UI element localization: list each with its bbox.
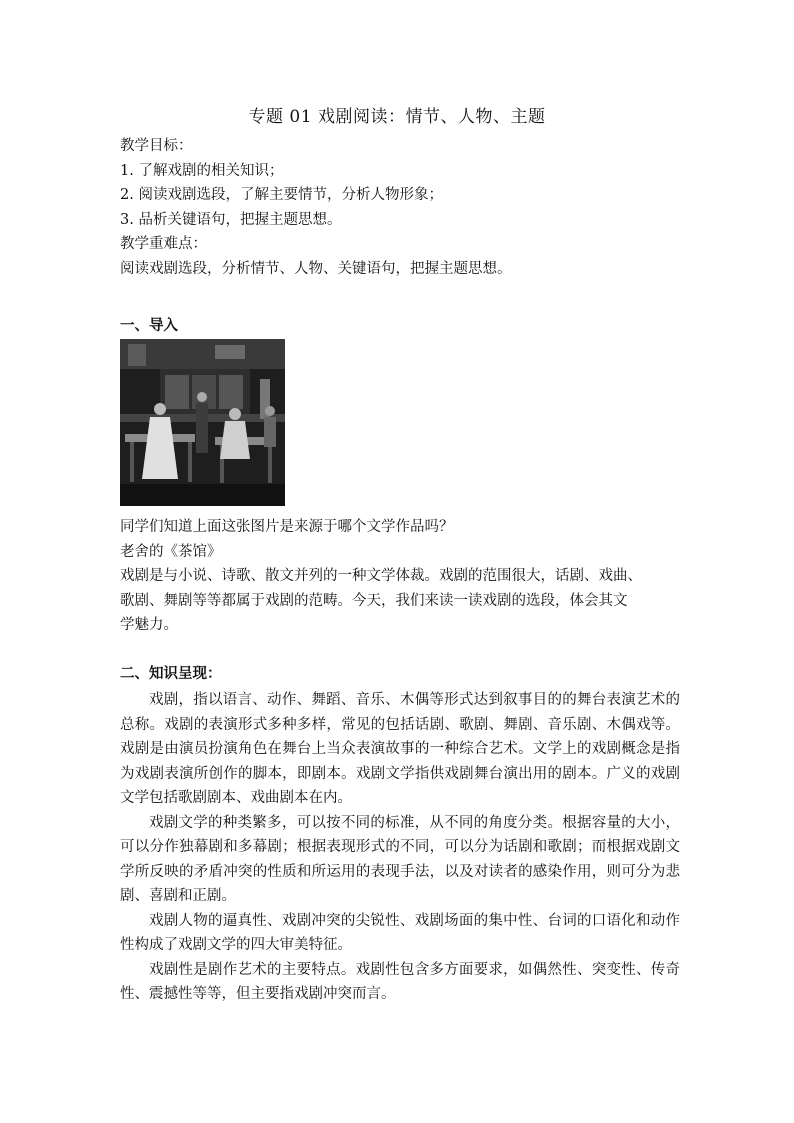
section-heading-knowledge: 二、知识呈现： [120, 665, 222, 682]
intro-paragraph-line: 歌剧、舞剧等等都属于戏剧的范畴。今天，我们来读一读戏剧的选段，体会其文 [120, 592, 628, 609]
key-text: 阅读戏剧选段，分析情节、人物、关键语句，把握主题思想。 [120, 260, 512, 277]
intro-answer: 老舍的《茶馆》 [120, 543, 222, 560]
intro-section [120, 515, 680, 638]
intro-question: 同学们知道上面这张图片是来源于哪个文学作品吗？ [120, 519, 454, 535]
goal-item: 3. 品析关键语句，把握主题思想。 [120, 211, 342, 228]
knowledge-section [120, 688, 680, 1007]
knowledge-paragraph-1: 戏剧，指以语言、动作、舞蹈、音乐、木偶等形式达到叙事目的的舞台表演艺术的总称。戏剧的表演形式多种多样，常见的包括话剧、歌剧、舞剧、音乐剧、木偶戏等。戏剧是由演员扮演角色在舞台上当众表演故事的一种综合艺术。文学上的戏剧概念是指为戏剧表演所创作的脚本，即剧本。戏剧文学指供戏剧舞台演出用的剧本。广义的戏剧文学包括歌剧剧本、戏曲剧本在内。 [120, 692, 680, 806]
knowledge-paragraph-3: 戏剧人物的逼真性、戏剧冲突的尖锐性、戏剧场面的集中性、台词的口语化和动作性构成了戏剧文学的四大审美特征。 [120, 912, 680, 953]
key-label: 教学重难点： [120, 236, 207, 252]
intro-paragraph-line: 学魅力。 [120, 617, 178, 633]
knowledge-paragraph-4: 戏剧性是剧作艺术的主要特点。戏剧性包含多方面要求，如偶然性、突变性、传奇性、震撼性等等，但主要指戏剧冲突而言。 [120, 961, 680, 1002]
goals-section [120, 134, 680, 281]
page-title: 专题 01 戏剧阅读：情节、人物、主题 [248, 107, 546, 127]
stage-photo-illustration [120, 339, 285, 506]
teahouse-stage-photo [120, 339, 285, 506]
section-heading-intro: 一、导入 [120, 317, 178, 334]
intro-paragraph-line: 戏剧是与小说、诗歌、散文并列的一种文学体裁。戏剧的范围很大，话剧、戏曲、 [120, 568, 642, 584]
knowledge-paragraph-2: 戏剧文学的种类繁多，可以按不同的标准，从不同的角度分类。根据容量的大小，可以分作独幕剧和多幕剧；根据表现形式的不同，可以分为话剧和歌剧；而根据戏剧文学所反映的矛盾冲突的性质和所运用的表现手法，以及对读者的感染作用，则可分为悲剧、喜剧和正剧。 [120, 814, 680, 904]
goal-item: 2. 阅读戏剧选段，了解主要情节，分析人物形象； [120, 187, 443, 203]
goals-label: 教学目标： [120, 138, 193, 154]
goal-item: 1. 了解戏剧的相关知识； [120, 162, 284, 179]
